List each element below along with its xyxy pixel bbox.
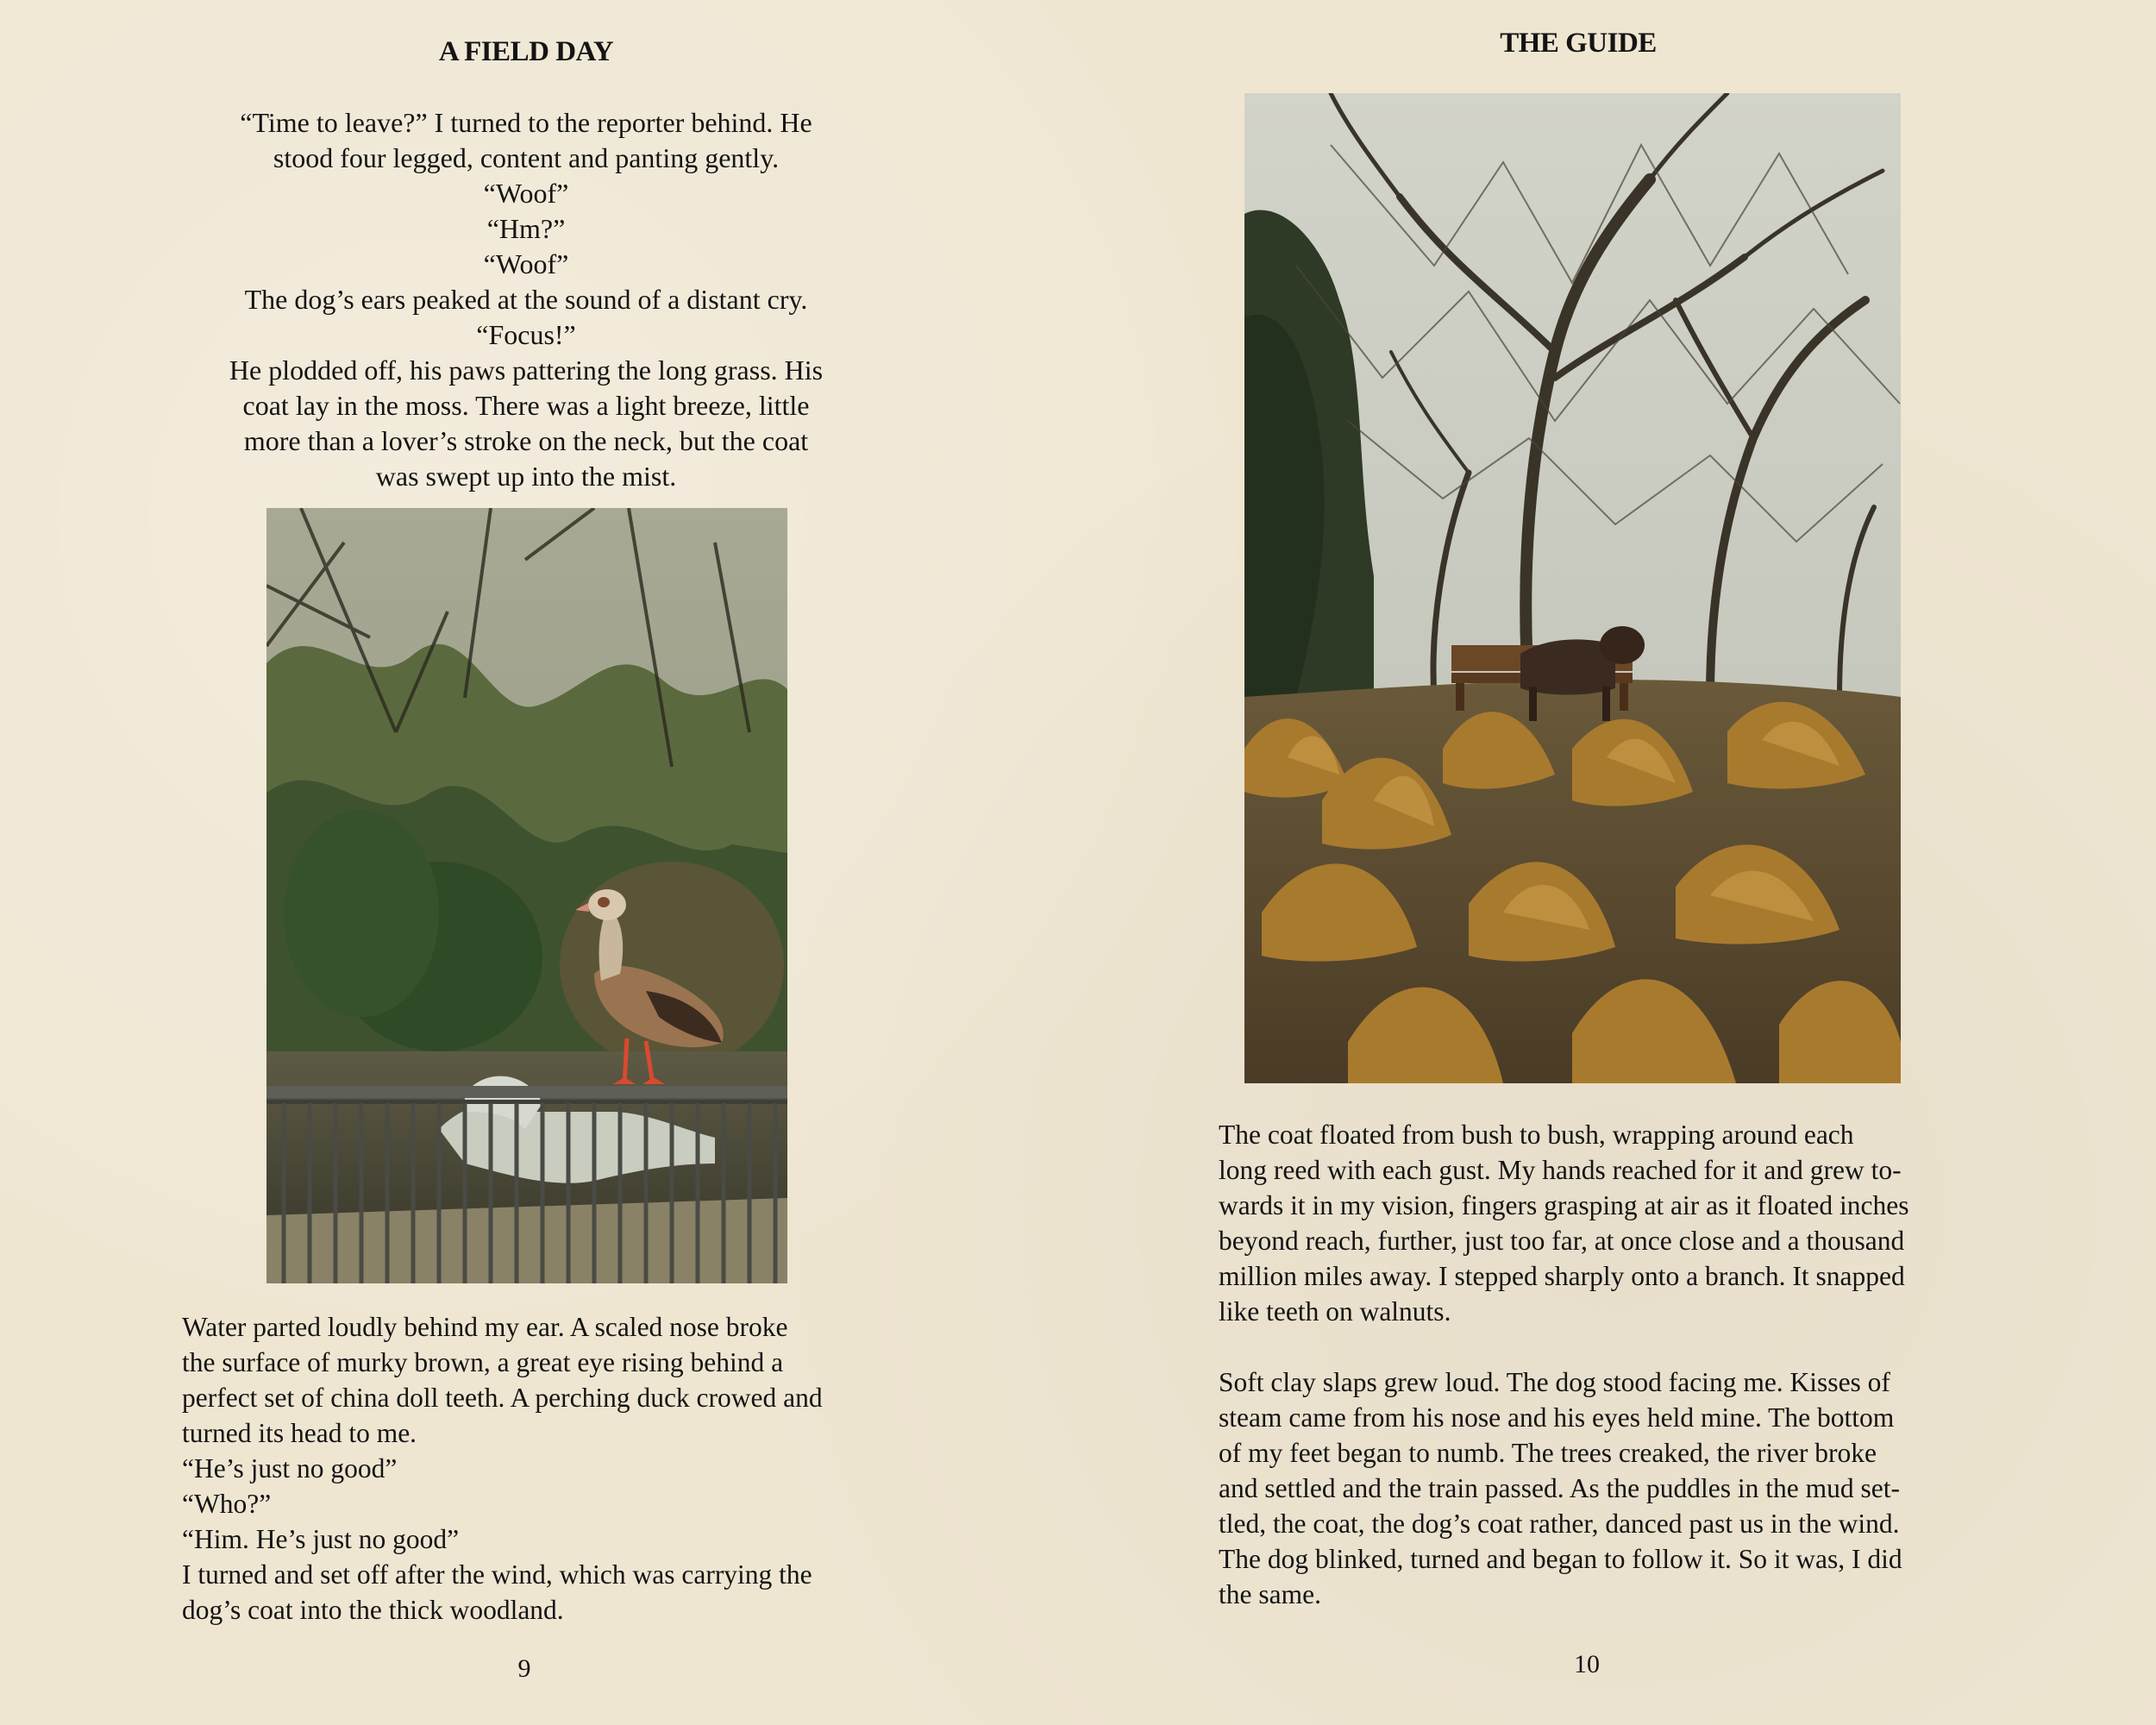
page-number: 10 [1574, 1650, 1600, 1678]
text-line: Water parted loudly behind my ear. A scaled nose broke [182, 1312, 788, 1342]
text-line: the surface of murky brown, a great eye rising behind a [182, 1347, 784, 1377]
text-line: turned its head to me. [182, 1418, 417, 1448]
text-line: “Him. He’s just no good” [182, 1524, 460, 1554]
text-line: “He’s just no good” [182, 1453, 398, 1484]
body-text [1219, 1117, 1995, 1612]
intro-text [155, 105, 897, 494]
text-line: and settled and the train passed. As the puddles in the mud set- [1219, 1473, 1900, 1503]
text-line: The coat floated from bush to bush, wrapping around each [1219, 1120, 1854, 1150]
text-line: long reed with each gust. My hands reached for it and grew to- [1219, 1155, 1902, 1185]
text-line: the same. [1219, 1579, 1321, 1609]
text-line: steam came from his nose and his eyes held mine. The bottom [1219, 1402, 1895, 1433]
duck-on-railing-photo [266, 508, 787, 1283]
paragraph-gap [1219, 1329, 1995, 1364]
text-line: tled, the coat, the dog’s coat rather, danced past us in the wind. [1219, 1509, 1900, 1539]
right-page [1078, 0, 2156, 1725]
page-number: 9 [517, 1654, 531, 1683]
text-line: perfect set of china doll teeth. A perching duck crowed and [182, 1383, 823, 1413]
text-line: like teeth on walnuts. [1219, 1296, 1451, 1327]
text-line: beyond reach, further, just too far, at once close and a thousand [1219, 1226, 1905, 1256]
dog-photo-illustration [1244, 93, 1901, 1083]
text-line: dog’s coat into the thick woodland. [182, 1595, 564, 1625]
page-title: A FIELD DAY [438, 36, 614, 67]
text-line: I turned and set off after the wind, which was carrying the [182, 1559, 812, 1590]
duck-photo-illustration [266, 508, 787, 1283]
text-line: “Woof” [483, 178, 569, 209]
text-line: was swept up into the mist. [375, 461, 677, 492]
text-line: “Time to leave?” I turned to the reporter behind. He [240, 107, 812, 138]
body-text [182, 1309, 889, 1628]
text-line: million miles away. I stepped sharply onto a branch. It snapped [1219, 1261, 1905, 1291]
text-line: wards it in my vision, fingers grasping at air as it floated inches [1219, 1190, 1909, 1220]
text-line: The dog blinked, turned and began to follow it. So it was, I did [1219, 1544, 1902, 1574]
dog-on-hill-photo [1244, 93, 1901, 1083]
text-line: coat lay in the moss. There was a light breeze, little [242, 390, 810, 421]
text-line: The dog’s ears peaked at the sound of a distant cry. [244, 284, 808, 315]
text-line: stood four legged, content and panting gently. [273, 142, 780, 173]
page-title: THE GUIDE [1500, 28, 1657, 59]
text-line: of my feet began to numb. The trees creaked, the river broke [1219, 1438, 1877, 1468]
text-line: “Woof” [483, 248, 569, 279]
text-line: “Who?” [182, 1489, 272, 1519]
text-line: “Focus!” [476, 319, 576, 350]
text-line: He plodded off, his paws pattering the long grass. His [229, 354, 824, 386]
text-line: “Hm?” [486, 213, 566, 244]
text-line: more than a lover’s stroke on the neck, but the coat [243, 425, 809, 456]
text-line: Soft clay slaps grew loud. The dog stood facing me. Kisses of [1219, 1367, 1890, 1397]
